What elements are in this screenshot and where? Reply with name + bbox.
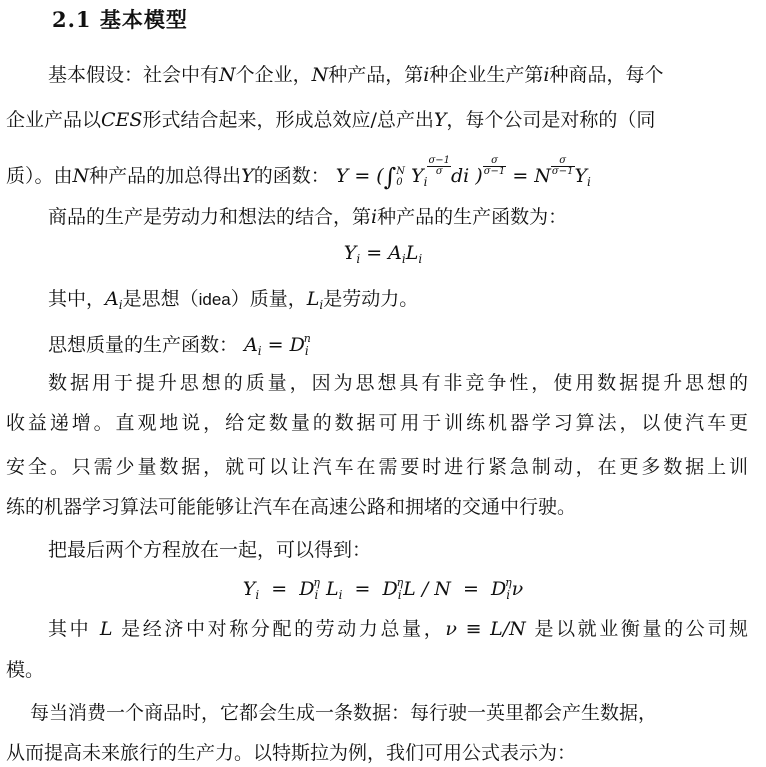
combined-equation: $Y_i = D_i^\eta$ $L_i = D_i^\eta L / N = D_i^\eta\nu$ — [242, 576, 524, 602]
para8-line2: 从而提高未来旅行的生产力。以特斯拉为例，我们可用公式表示为： — [6, 742, 577, 764]
para5-line1: 数据用于提升思想的质量，因为思想具有非竞争性，使用数据提升思想的 — [48, 372, 748, 394]
para1-line3: 质）。由N种产品的加总得出Y的函数： Y = (∫ N 0 $Y_i$ $\frac{\sigma-1}{\sigma}$ di ) $\frac{\sigma}{\sigma-1}$ = N $\frac{\sigma}{\sigma-1}$ $Y_i$ — [6, 155, 591, 191]
para3-line1: 其中，$A_i$是思想（idea）质量，$L_i$是劳动力。 — [48, 288, 419, 312]
para5-line2: 收益递增。直观地说，给定数量的数据可用于训练机器学习算法，以使汽车更 — [6, 412, 748, 434]
para7-line1: 其中 L 是经济中对称分配的劳动力总量，ν ≡ L/N 是以就业衡量的公司规 — [48, 618, 748, 640]
para8-line1: 每当消费一个商品时，它都会生成一条数据：每行驶一英里都会产生数据， — [30, 702, 658, 724]
para5-line3: 安全。只需少量数据，就可以让汽车在需要时进行紧急制动，在更多数据上训 — [6, 456, 748, 478]
para1-line1: 基本假设：社会中有N个企业，N种产品，第i种企业生产第i种商品，每个 — [48, 64, 664, 86]
idea-quality-equation: $A_i = D_i^n$ — [244, 332, 311, 358]
production-equation: $Y_i = A_iL_i$ — [343, 242, 423, 266]
section-heading: 2.1 基本模型 — [52, 7, 188, 32]
para7-line2: 模。 — [6, 659, 45, 681]
para6-line1: 把最后两个方程放在一起，可以得到： — [48, 539, 372, 561]
aggregation-formula: Y = (∫ N 0 $Y_i$ $\frac{\sigma-1}{\sigma}$ di ) $\frac{\sigma}{\sigma-1}$ = N $\frac{\sigma}{\sigma-1}$ $Y_i$ — [335, 155, 591, 191]
para4-line1: 思想质量的生产函数： $A_i = D_i^n$ — [48, 332, 311, 358]
para2-line1: 商品的生产是劳动力和想法的结合，第i种产品的生产函数为： — [48, 206, 568, 228]
para5-line4: 练的机器学习算法可能能够让汽车在高速公路和拥堵的交通中行驶。 — [6, 496, 577, 518]
para1-line2: 企业产品以CES形式结合起来，形成总效应/总产出Y，每个公司是对称的（同 — [6, 109, 656, 131]
